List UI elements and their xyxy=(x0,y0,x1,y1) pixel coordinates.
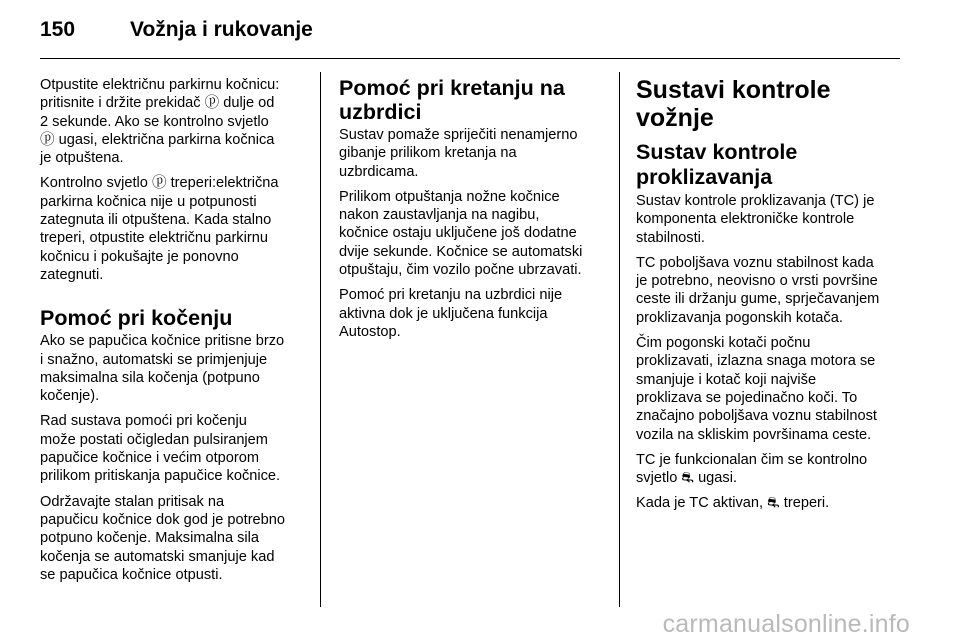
paragraph: Rad sustava pomoći pri kočenju može postati očigledan pulsiranjem papučice kočnice i većim otporom prilikom pritiskanja papučice kočnice. xyxy=(40,413,281,485)
chapter-title: Sustavi kontrole vožnje xyxy=(636,76,831,132)
column-middle xyxy=(339,76,607,348)
paragraph: Sustav pomaže spriječiti nenamjerno gibanje prilikom kretanja na uzbrdicama. xyxy=(339,127,578,180)
section-title: Vožnja i rukovanje xyxy=(130,18,313,41)
paragraph: Pomoć pri kretanju na uzbrdici nije aktivna dok je uključena funkcija Autostop. xyxy=(339,287,563,340)
paragraph: Prilikom otpuštanja nožne kočnice nakon zaustavljanja na nagibu, kočnice ostaju uključene još dodatne dvije sekunde. Kočnice se automatski otpuštaju, čim vozilo počne ubrzavati. xyxy=(339,188,583,279)
paragraph: TC je funkcionalan čim se kontrolno svjetlo ⛐ ugasi. xyxy=(636,451,868,487)
column-divider xyxy=(619,72,620,607)
column-divider xyxy=(320,72,321,607)
section-heading-traction-control: Sustav kontrole proklizavanja xyxy=(636,140,798,189)
paragraph: Čim pogonski kotači počnu proklizavati, izlazna snaga motora se smanjuje i kotač koji najviše proklizava se pojedinačno koči. To značajno poboljšava voznu stabilnost vozila na skliskim površinama ceste. xyxy=(636,335,877,443)
paragraph: Kontrolno svjetlo ⓟ treperi:električna parkirna kočnica nije u potpunosti zategnuta ili otpuštena. Kada stalno treperi, otpustite električnu parkirnu kočnicu i pokušajte je ponovno zategnuti. xyxy=(40,175,279,283)
section-heading-hill-start-assist: Pomoć pri kretanju na uzbrdici xyxy=(339,76,565,124)
paragraph: Otpustite električnu parkirnu kočnicu: pritisnite i držite prekidač ⓟ dulje od 2 sekunde. Ako se kontrolno svjetlo ⓟ ugasi, električna parkirna kočnica je otpuštena. xyxy=(40,77,280,167)
paragraph: TC poboljšava voznu stabilnost kada je potrebno, neovisno o vrsti površine ceste ili držanju gume, sprječavanjem proklizavanja pogonskih kotača. xyxy=(636,254,880,326)
column-left xyxy=(40,76,308,591)
column-right xyxy=(636,76,904,520)
header-rule xyxy=(40,58,900,59)
page-number: 150 xyxy=(40,18,76,41)
paragraph: Ako se papučica kočnice pritisne brzo i snažno, automatski se primjenjuje maksimalna sila kočenja (potpuno kočenje). xyxy=(40,333,285,405)
watermark: carmanualsonline.info xyxy=(662,610,910,638)
section-heading-brake-assist: Pomoć pri kočenju xyxy=(40,306,233,331)
paragraph: Održavajte stalan pritisak na papučicu kočnice dok god je potrebno potpuno kočenje. Maksimalna sila kočenja se automatski smanjuje kad se papučica kočnice otpusti. xyxy=(40,493,286,583)
paragraph: Sustav kontrole proklizavanja (TC) je komponenta elektroničke kontrole stabilnosti. xyxy=(636,193,875,246)
paragraph: Kada je TC aktivan, ⛐ treperi. xyxy=(636,495,830,512)
